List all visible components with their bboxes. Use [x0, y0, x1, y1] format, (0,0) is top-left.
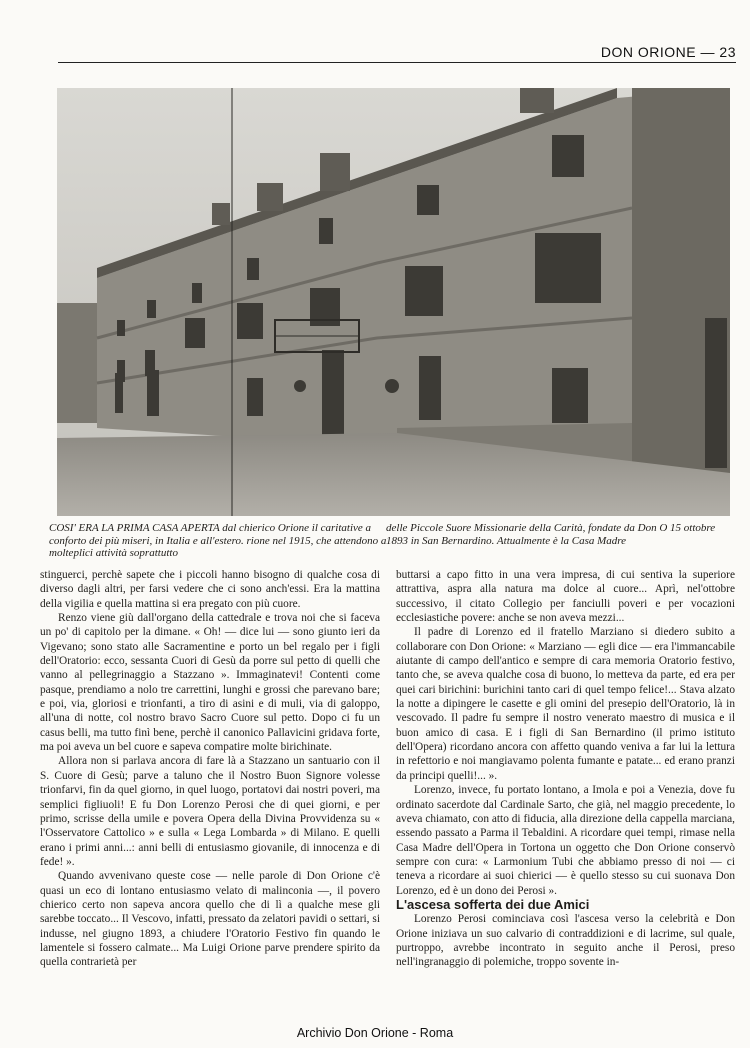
paragraph: Lorenzo, invece, fu portato lontano, a Imola e poi a Venezia, dove fu ordinato sacerdote dal Cardinale Sarto, che già, nel maggio precedente, lo aveva chiamato, con atto di fiducia, alla direzione della cappella marciana, essendo passato a Parma il Tebaldini. A ricordare quei tempi, rimase nella Casa Madre dell'Opera in Tortona un oggetto che Don Orione conservò sempre con cura: « Larmonium Tubi che abbiamo presso di noi — ci teneva a ricordare ai suoi chierici — è quello stesso su cui suonava Don Lorenzo, ed è un dono dei Perosi ». [396, 784, 735, 897]
photo-caption-left: COSI' ERA LA PRIMA CASA APERTA dal chierico Orione il caritative a conforto dei più miseri, in Italia e all'estero. rione nel 1915, che attendono a molteplici attività soprattutto [49, 522, 387, 559]
paragraph: Quando avvenivano queste cose — nelle parole di Don Orione c'è quasi un eco di lontano entusiasmo velato di malinconia —, il povero chierico certo non sapeva ancora quello che di lì a qualche mese gli sarebbe toccato... Il Vescovo, infatti, pressato da zelatori pavidi o settari, si indusse, nel giugno 1893, a chiudere l'Oratorio Festivo fin quando le lamentele si fossero calmate... Ma Luigi Orione parve prendere spirito da quella contrarietà per [40, 870, 380, 969]
paragraph: Renzo viene giù dall'organo della cattedrale e trova noi che si faceva un po' di capitolo per la dimane. « Oh! — dice lui — sono giunto ieri da Vigevano; sono stato alle Sacramentine e porto un bel regalo per i figli dell'Oratorio: ecco, sessanta Cuori di Gesù da porre sul petto di quelli che vanno al pellegrinaggio a Stazzano ». Immaginatevi! Contenti come pasque, prendiamo a nolo tre carrettini, lunghi e grossi che parevano bare; e poi, via, gloriosi e trionfanti, a tiro di asini e di muli, via di galoppo, all'una di notte, col nostro bravo Sacro Cuore sul petto. Dopo ci fu un casus belli, ma tutto finì bene, perchè il canonico Pallavicini gridava forte, ma poi aveva un bel cuore e sapeva compatire molte birichinate. [40, 612, 380, 754]
building-photo [57, 88, 730, 516]
photo-caption-right: delle Piccole Suore Missionarie della Carità, fondate da Don O 15 ottobre 1893 in San Bernardino. Attualmente è la Casa Madre [386, 522, 716, 547]
section-title: L'ascesa sofferta dei due Amici [396, 896, 590, 912]
paragraph: Allora non si parlava ancora di fare là a Stazzano un santuario con il S. Cuore di Gesù; parve a taluno che il Nostro Buon Signore volesse trionfarvi, fin da quel giorno, in quel luogo, portatovi dai nostri poveri, ma semplici figliuoli! E fu Don Lorenzo Perosi che di quei giorni, e per primo, scrisse della umile e povera Opera della Divina Provvidenza su « l'Osservatore Cattolico » e sulla « Lega Lombarda » di Milano. E quelli erano i primi anni...: anni belli di entusiasmo giovanile, di innocenza e di fede! ». [40, 755, 380, 868]
paragraph: stinguerci, perchè sapete che i piccoli hanno bisogno di qualche cosa di diverso dagli altri, per farsi vedere che ci sono anch'essi. Era la mattina della vigilia e quella mattina si era pregato con più cuore. [40, 569, 380, 610]
left-column [40, 568, 380, 970]
archive-footer: Archivio Don Orione - Roma [296, 1026, 454, 1040]
paragraph: buttarsi a capo fitto in una vera impresa, di cui sentiva la superiore attrattiva, aspra alla natura ma dolce al cuore... Aprì, nel'ottobre successivo, il citato Collegio per fanciulli poveri e per vocazioni ecclesiastiche povere: anche se non aveva mezzi... [396, 569, 735, 625]
paragraph: Il padre di Lorenzo ed il fratello Marziano si diedero subito a collaborare con Don Orione: « Marziano — egli dice — era l'immancabile aiutante di campo dell'antico e sempre di cara memoria Oratorio festivo, tanto che, se aveva qualche cosa di buono, lo metteva da parte, ed era per quei cari birichini: burichini tanto cari di quel tempo felice!... Stava alzato la notte a dipingere le casette e gli omini del presepio dell'Oratorio, là in vescovado. Il padre fu sempre il nostro venerato maestro di musica e il buon amico di casa. E i figli di San Bernardino (il primo istituto dell'Opera) ricordano ancora con affetto quando veniva a far lui la lettura in refettorio e noi mangiavamo polenta fumante e patate... ed erano pranzi da principi quelli!... ». [396, 626, 735, 782]
page-header: DON ORIONE — 23 [600, 44, 736, 60]
header-rule [58, 62, 736, 63]
paragraph: Lorenzo Perosi cominciava così l'ascesa verso la celebrità e Don Orione iniziava un suo calvario di contraddizioni e di lacrime, sul quale, purtroppo, avrebbe incontrato in seguito anche il Perosi, preso nell'ingranaggio di polemiche, troppo sovente in- [396, 913, 735, 969]
right-column [396, 568, 735, 970]
